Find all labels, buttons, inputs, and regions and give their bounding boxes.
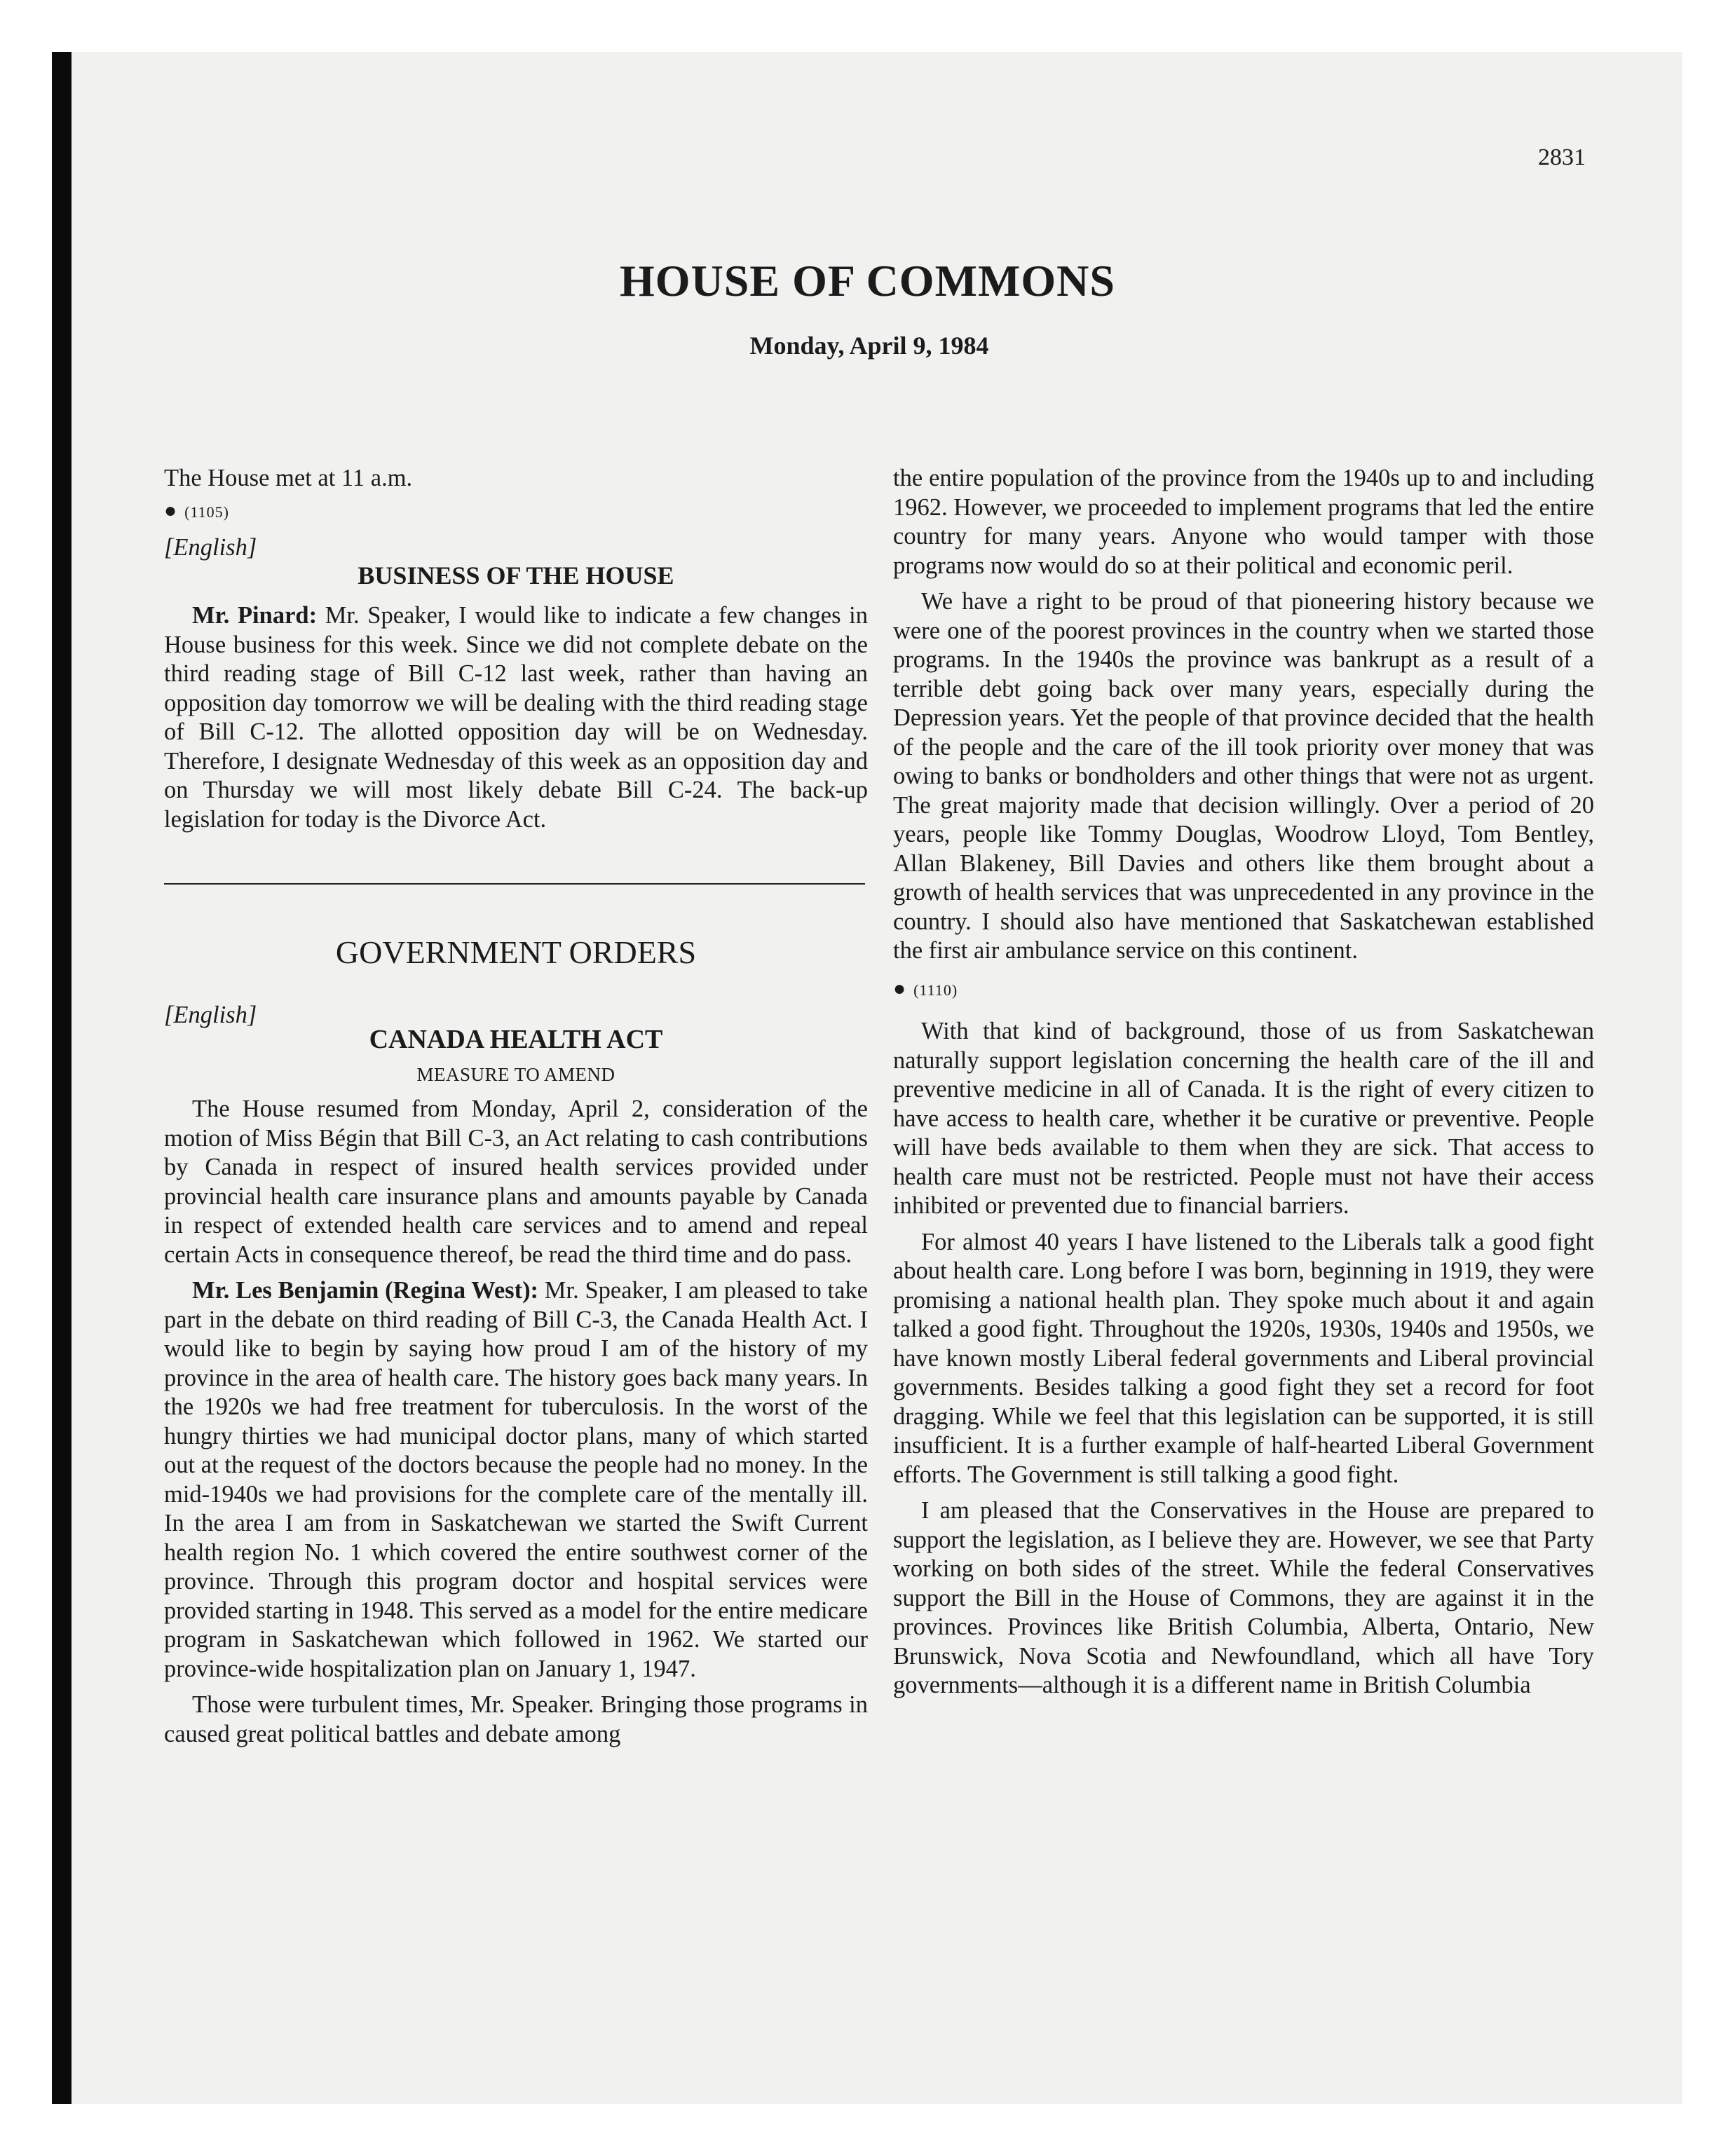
language-tag: [English] (164, 534, 257, 561)
speech-text: Mr. Speaker, I am pleased to take part in the debate on third reading of Bill C-3, the Canada Health Act. I would like to begin by saying how proud I am of the history of my province in the area of health care. The history goes back many years. In the 1920s we had free treatment for tuberculosis. In the worst of the hungry thirties we had municipal doctor plans, many of which started out at the request of the doctors because the people had no money. In the mid-1940s we had provisions for the complete care of the mentally ill. In the area I am from in Saskatchewan we started the Swift Current health region No. 1 which covered the entire southwest corner of the province. Through this program doctor and hospital services were provided starting in 1948. This served as a model for the entire medicare program in Saskatchewan which followed in 1962. We started our province-wide hospitalization plan on January 1, 1947. (164, 1277, 868, 1682)
sitting-date: Monday, April 9, 1984 (749, 332, 989, 360)
section-heading-government-orders: GOVERNMENT ORDERS (335, 934, 697, 970)
opening-line: The House met at 11 a.m. (164, 465, 413, 491)
page-number: 2831 (1538, 144, 1586, 170)
time-marker-label: (1110) (913, 981, 958, 999)
paragraph-pinard (164, 601, 868, 834)
section-divider (164, 883, 865, 885)
right-column (893, 464, 1594, 1908)
speaker-name: Mr. Les Benjamin (Regina West): (192, 1277, 539, 1304)
bill-heading: CANADA HEALTH ACT (369, 1025, 663, 1054)
left-column (164, 464, 868, 1908)
bullet-icon: ● (893, 976, 907, 1000)
language-tag: [English] (164, 1001, 257, 1028)
binding-edge (52, 52, 72, 2104)
paragraph-benjamin (164, 1276, 868, 1684)
page-title: HOUSE OF COMMONS (620, 256, 1115, 306)
time-marker (893, 974, 1594, 1005)
speech-text: Mr. Speaker, I would like to indicate a few changes in House business for this week. Since we did not complete debate on the third reading stage of Bill C-12 last week, rather than having an opposition day tomorrow we will be dealing with the third reading stage of Bill C-12. The allotted opposition day will be on Wednesday. Therefore, I designate Wednesday of this week as an opposition day and on Thursday we will most likely debate Bill C-24. The back-up legislation for today is the Divorce Act. (164, 602, 868, 833)
paragraph-conservatives: I am pleased that the Conservatives in the House are prepared to support the legislation, as I believe they are. However, we see that Party working on both sides of the street. While the federal Conservatives support the Bill in the House of Commons, they are against it in the provinces. Provinces like British Columbia, Alberta, Ontario, New Brunswick, Nova Scotia and Newfoundland, which all have Tory governments—although it is a different name in British Columbia (893, 1497, 1594, 1698)
bullet-icon: ● (164, 498, 178, 522)
paragraph-resumed: The House resumed from Monday, April 2, consideration of the motion of Miss Bégin that Bill C-3, an Act relating to cash contributions by Canada in respect of insured health services provided under provincial health care insurance plans and amounts payable by Canada in respect of extended health care services and to amend and repeal certain Acts in consequence thereof, be read the third time and do pass. (164, 1096, 868, 1268)
bill-subheading: MEASURE TO AMEND (416, 1063, 615, 1085)
paragraph-background: With that kind of background, those of us from Saskatchewan naturally support legislation concerning the health care of the ill and preventive medicine in all of Canada. It is the right of every citizen to have access to health care, whether it be curative or preventive. People will have beds available to them when they are sick. That access to health care must not be restricted. People must not have their access inhibited or prevented due to financial barriers. (893, 1018, 1594, 1219)
paragraph-continued: the entire population of the province from the 1940s up to and including 1962. However, we proceeded to implement programs that led the entire country for many years. Anyone who would tamper with those programs now would do so at their political and economic peril. (893, 465, 1594, 579)
speaker-name: Mr. Pinard: (192, 602, 318, 629)
paragraph-turbulent: Those were turbulent times, Mr. Speaker. Bringing those programs in caused great political battles and debate among (164, 1691, 868, 1747)
time-marker-label: (1105) (184, 503, 229, 521)
paragraph-proud: We have a right to be proud of that pioneering history because we were one of the poorest provinces in the country when we started those programs. In the 1940s the province was bankrupt as a result of a terrible debt going back over many years, especially during the Depression years. Yet the people of that province decided that the health of the people and the care of the ill took priority over money that was owing to banks or bondholders and other things that were not as urgent. The great majority made that decision willingly. Over a period of 20 years, people like Tommy Douglas, Woodrow Lloyd, Tom Bentley, Allan Blakeney, Bill Davies and others like them brought about a growth of health services that was unprecedented in any province in the country. I should also have mentioned that Saskatchewan established the first air ambulance service on this continent. (893, 588, 1594, 964)
paragraph-liberals: For almost 40 years I have listened to the Liberals talk a good fight about health care. Long before I was born, beginning in 1919, they were promising a national health plan. They spoke much about it and again talked a good fight. Throughout the 1920s, 1930s, 1940s and 1950s, we have known mostly Liberal federal governments and Liberal provincial governments. Besides talking a good fight they set a record for foot dragging. While we feel that this legislation can be supported, it is still insufficient. It is a further example of half-hearted Liberal Government efforts. The Government is still talking a good fight. (893, 1228, 1594, 1488)
section-heading-business: BUSINESS OF THE HOUSE (358, 561, 674, 589)
time-marker (164, 496, 868, 527)
